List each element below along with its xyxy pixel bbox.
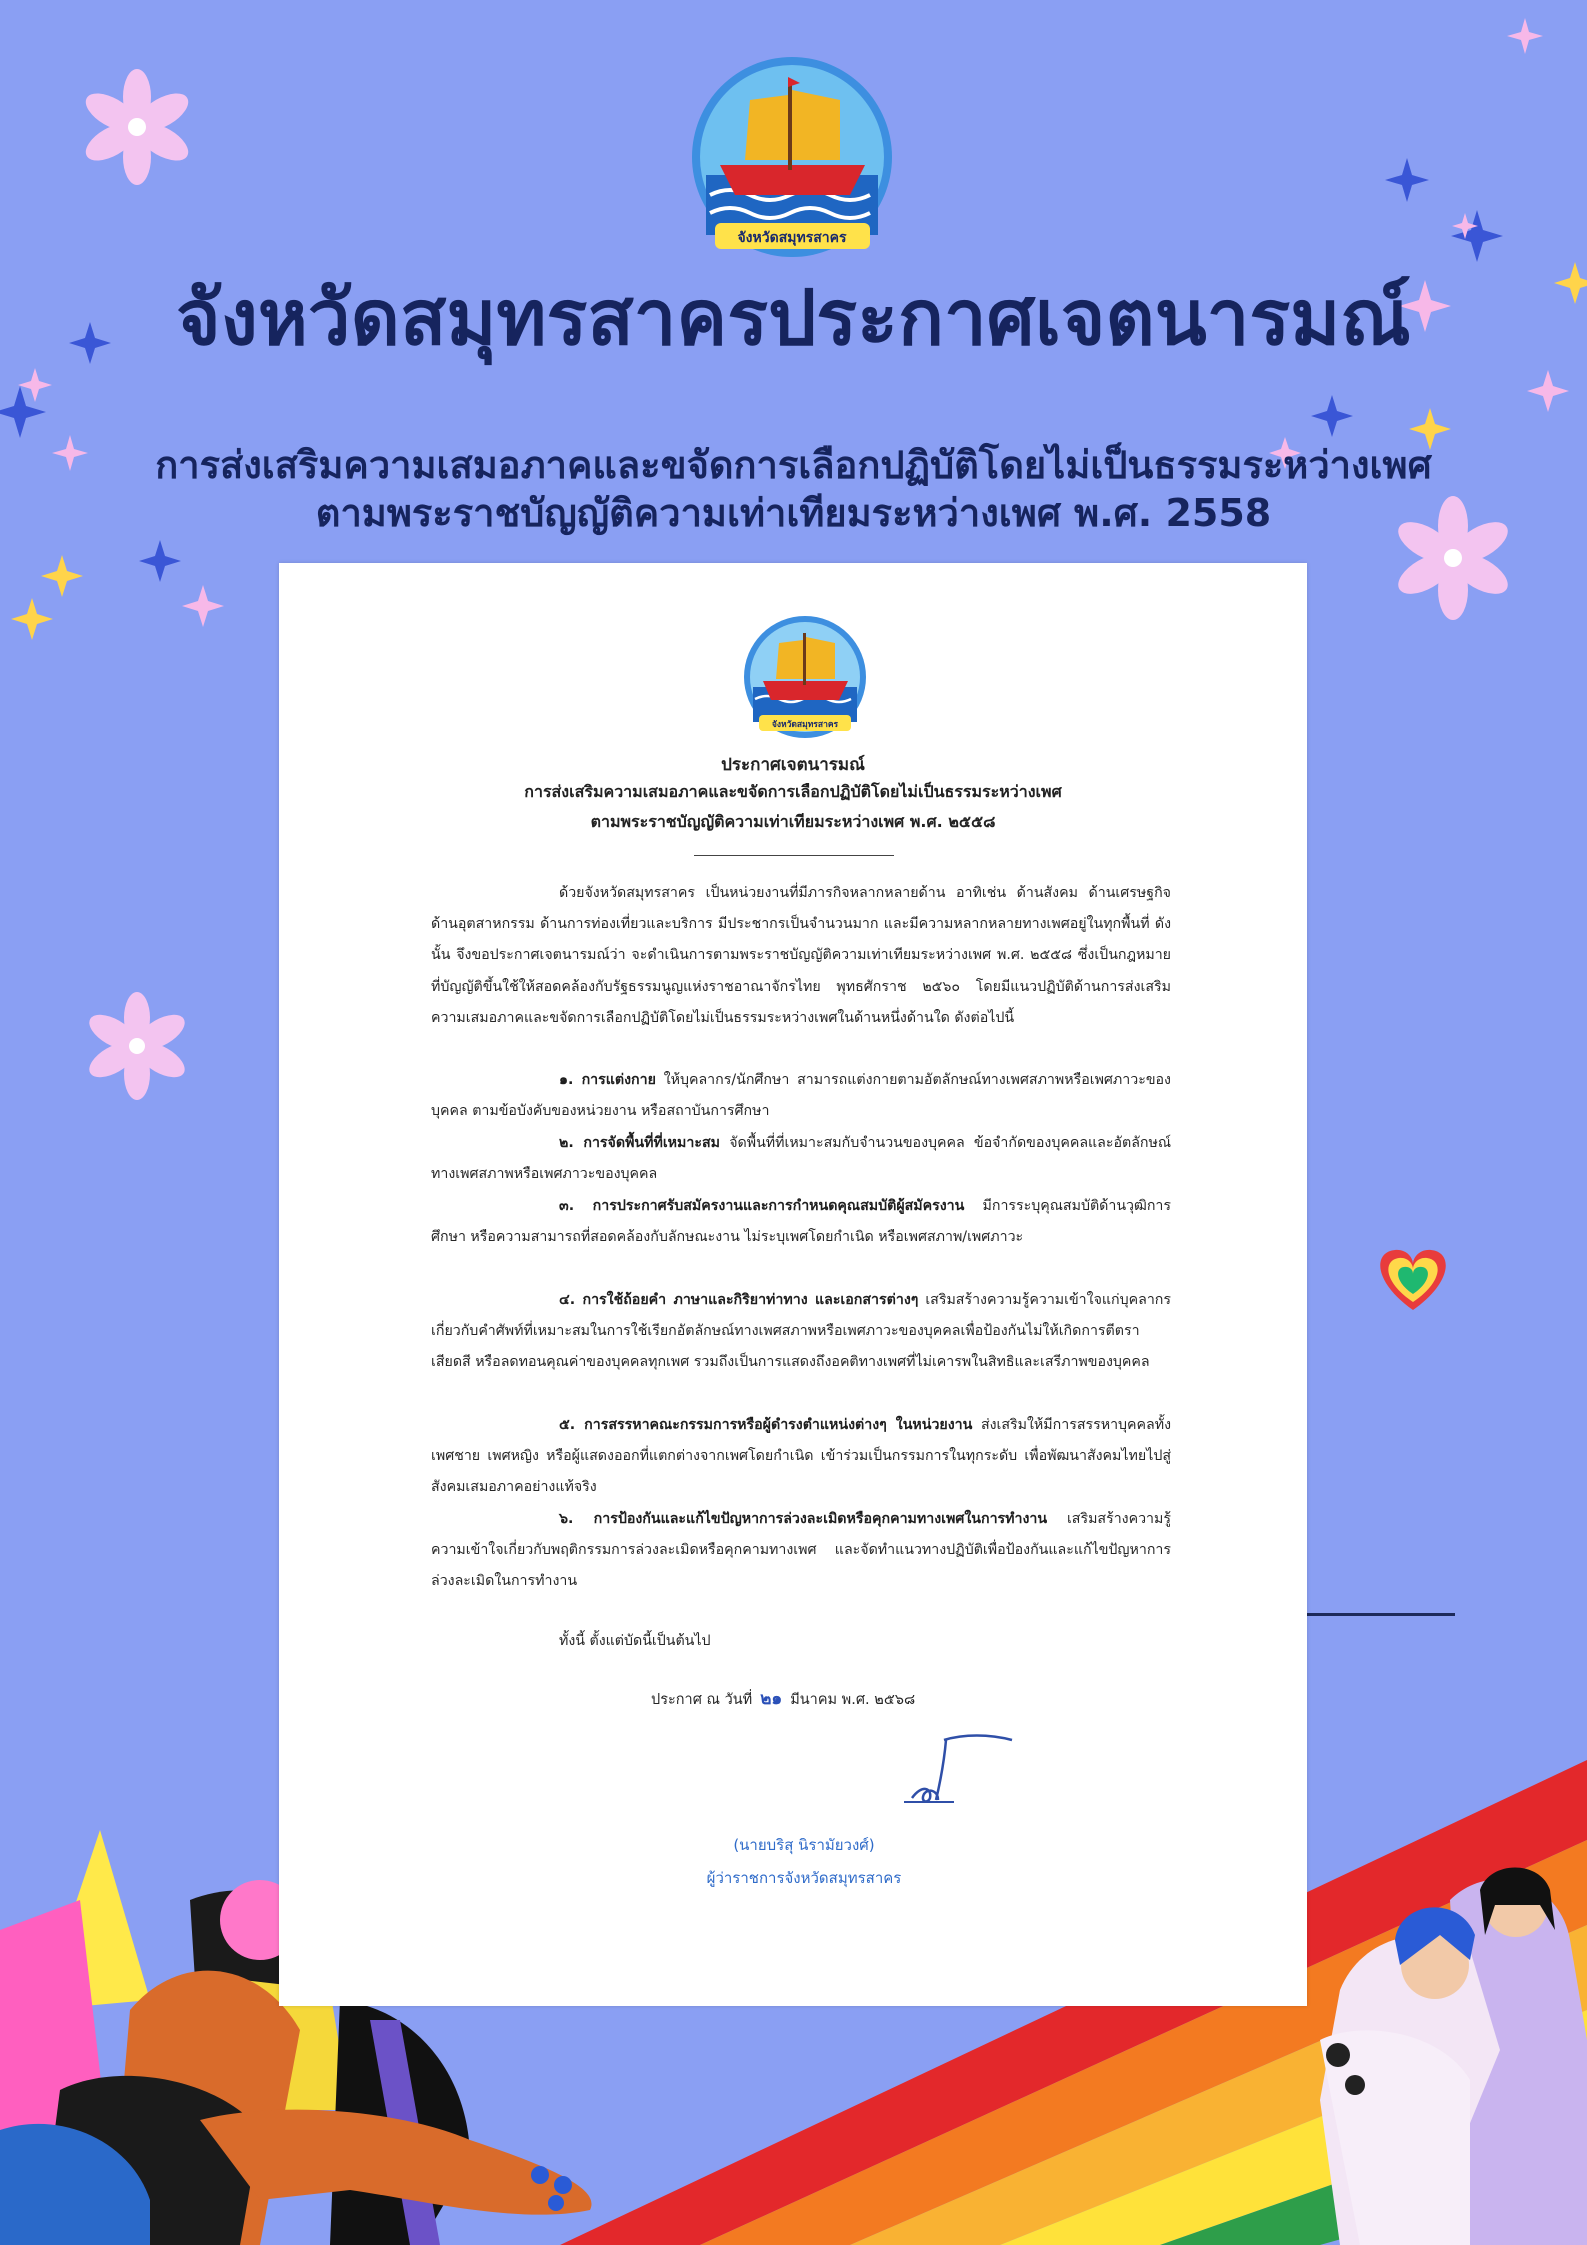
item-title: ๒. การจัดพื้นที่ที่เหมาะสม [559,1135,720,1151]
document-intro-paragraph: ด้วยจังหวัดสมุทรสาคร เป็นหน่วยงานที่มีภารกิจหลากหลายด้าน อาทิเช่น ด้านสังคม ด้านเศรษฐกิจ ด้านอุตสาหกรรม ด้านการท่องเที่ยวและบริการ มีประชากรเป็นจำนวนมาก และมีความหลากหลายทางเพศอยู่ในทุกพื้นที่ ดังนั้น จึงขอประกาศเจตนารมณ์ว่า จะดำเนินการตามพระราชบัญญัติความเท่าเทียมระหว่างเพศ พ.ศ. ๒๕๕๘ ซึ่งเป็นกฎหมายที่บัญญัติขึ้นใช้ให้สอดคล้องกับรัฐธรรมนูญแห่งราชอาณาจักรไทย พุทธศักราช ๒๕๖๐ โดยมีแนวปฏิบัติด้านการส่งเสริมความเสมอภาคและขจัดการเลือกปฏิบัติโดยไม่เป็นธรรมระหว่างเพศในด้านหนึ่งด้านใด ดังต่อไปนี้ [431,885,1171,1026]
document-heading: ประกาศเจตนารมณ์ [721,755,865,775]
document-closing: ทั้งนี้ ตั้งแต่บัดนี้เป็นต้นไป [559,1633,711,1649]
item-text: ให้บุคลากร/นักศึกษา สามารถแต่งกายตามอัตลักษณ์ทางเพศสภาพหรือเพศภาวะของบุคคล ตามข้อบังคับของหน่วยงาน หรือสถาบันการศึกษา [431,1072,1171,1120]
flower-icon [84,992,191,1100]
document-date-line [651,1685,915,1712]
document-seal-caption: จังหวัดสมุทรสาคร [771,720,839,730]
item-text: ส่งเสริมให้มีการสรรหาบุคคลทั้งเพศชาย เพศหญิง หรือผู้แสดงออกที่แตกต่างจากเพศโดยกำเนิด เข้าร่วมเป็นกรรมการในทุกระดับ เพื่อพัฒนาสังคมไทยไปสู่สังคมเสมอภาคอย่างแท้จริง [431,1417,1171,1496]
document-item [431,1410,1171,1504]
item-title: ๖. การป้องกันและแก้ไขปัญหาการล่วงละเมิดหรือคุกคามทางเพศในการทำงาน [559,1511,1048,1527]
provincial-seal-icon [690,55,895,260]
document-divider [694,855,894,856]
seal-caption: จังหวัดสมุทรสาคร [737,230,847,246]
document-subject-line-2: ตามพระราชบัญญัติความเท่าเทียมระหว่างเพศ พ.ศ. ๒๕๕๘ [590,812,996,831]
document-item [431,1065,1171,1127]
signature-icon [894,1728,1024,1808]
document-seal-icon [743,615,868,740]
item-title: ๕. การสรรหาคณะกรรมการหรือผู้ดำรงตำแหน่งต่างๆ ในหน่วยงาน [559,1417,973,1433]
signer-title: ผู้ว่าราชการจังหวัดสมุทรสาคร [706,1869,902,1887]
announcement-document [279,563,1307,2006]
document-subject-line-1: การส่งเสริมความเสมอภาคและขจัดการเลือกปฏิบัติโดยไม่เป็นธรรมระหว่างเพศ [524,782,1062,801]
document-item [431,1191,1171,1253]
signer-name: (นายบริสุ นิรามัยวงศ์) [733,1836,875,1854]
accent-line [1305,1613,1455,1616]
item-title: ๓. การประกาศรับสมัครงานและการกำหนดคุณสมบัติผู้สมัครงาน [559,1198,965,1214]
poster-subtitle-line-2: ตามพระราชบัญญัติความเท่าเทียมระหว่างเพศ พ.ศ. 2558 [315,491,1272,535]
item-title: ๑. การแต่งกาย [559,1072,656,1088]
poster-subtitle-line-1: การส่งเสริมความเสมอภาคและขจัดการเลือกปฏิบัติโดยไม่เป็นธรรมระหว่างเพศ [155,443,1432,487]
document-item [431,1128,1171,1190]
date-prefix: ประกาศ ณ วันที่ [651,1692,753,1708]
item-text: เสริมสร้างความรู้ความเข้าใจแก่บุคลากร เกี่ยวกับคำศัพท์ที่เหมาะสมในการใช้เรียกอัตลักษณ์ทางเพศสภาพหรือเพศภาวะของบุคคลเพื่อป้องกันไม่ให้เกิดการตีตรา เสียดสี หรือลดทอนคุณค่าของบุคคลทุกเพศ รวมถึงเป็นการแสดงถึงอคติทางเพศที่ไม่เคารพในสิทธิและเสรีภาพของบุคคล [431,1292,1171,1371]
heart-icon [1380,1250,1445,1310]
item-text: จัดพื้นที่ที่เหมาะสมกับจำนวนของบุคคล ข้อจำกัดของบุคคลและอัตลักษณ์ทางเพศสภาพหรือเพศภาวะของบุคคล [431,1135,1172,1183]
item-text: เสริมสร้างความรู้ ความเข้าใจเกี่ยวกับพฤติกรรมการล่วงละเมิดหรือคุกคามทางเพศ และจัดทำแนวทางปฏิบัติเพื่อป้องกันและแก้ไขปัญหาการล่วงละเมิดในการทำงาน [431,1511,1171,1590]
item-title: ๔. การใช้ถ้อยคำ ภาษาและกิริยาท่าทาง และเอกสารต่างๆ [559,1292,919,1308]
flower-icon [80,69,194,185]
item-text: มีการระบุคุณสมบัติด้านวุฒิการศึกษา หรือความสามารถที่สอดคล้องกับลักษณะงาน ไม่ระบุเพศโดยกำเนิด หรือเพศสภาพ/เพศภาวะ [431,1198,1171,1246]
document-item [431,1285,1171,1379]
poster-title: จังหวัดสมุทรสาครประกาศเจตนารมณ์ [176,273,1411,362]
date-day: ๒๑ [760,1689,783,1709]
document-item [431,1504,1171,1598]
date-suffix: มีนาคม พ.ศ. ๒๕๖๘ [790,1692,916,1708]
